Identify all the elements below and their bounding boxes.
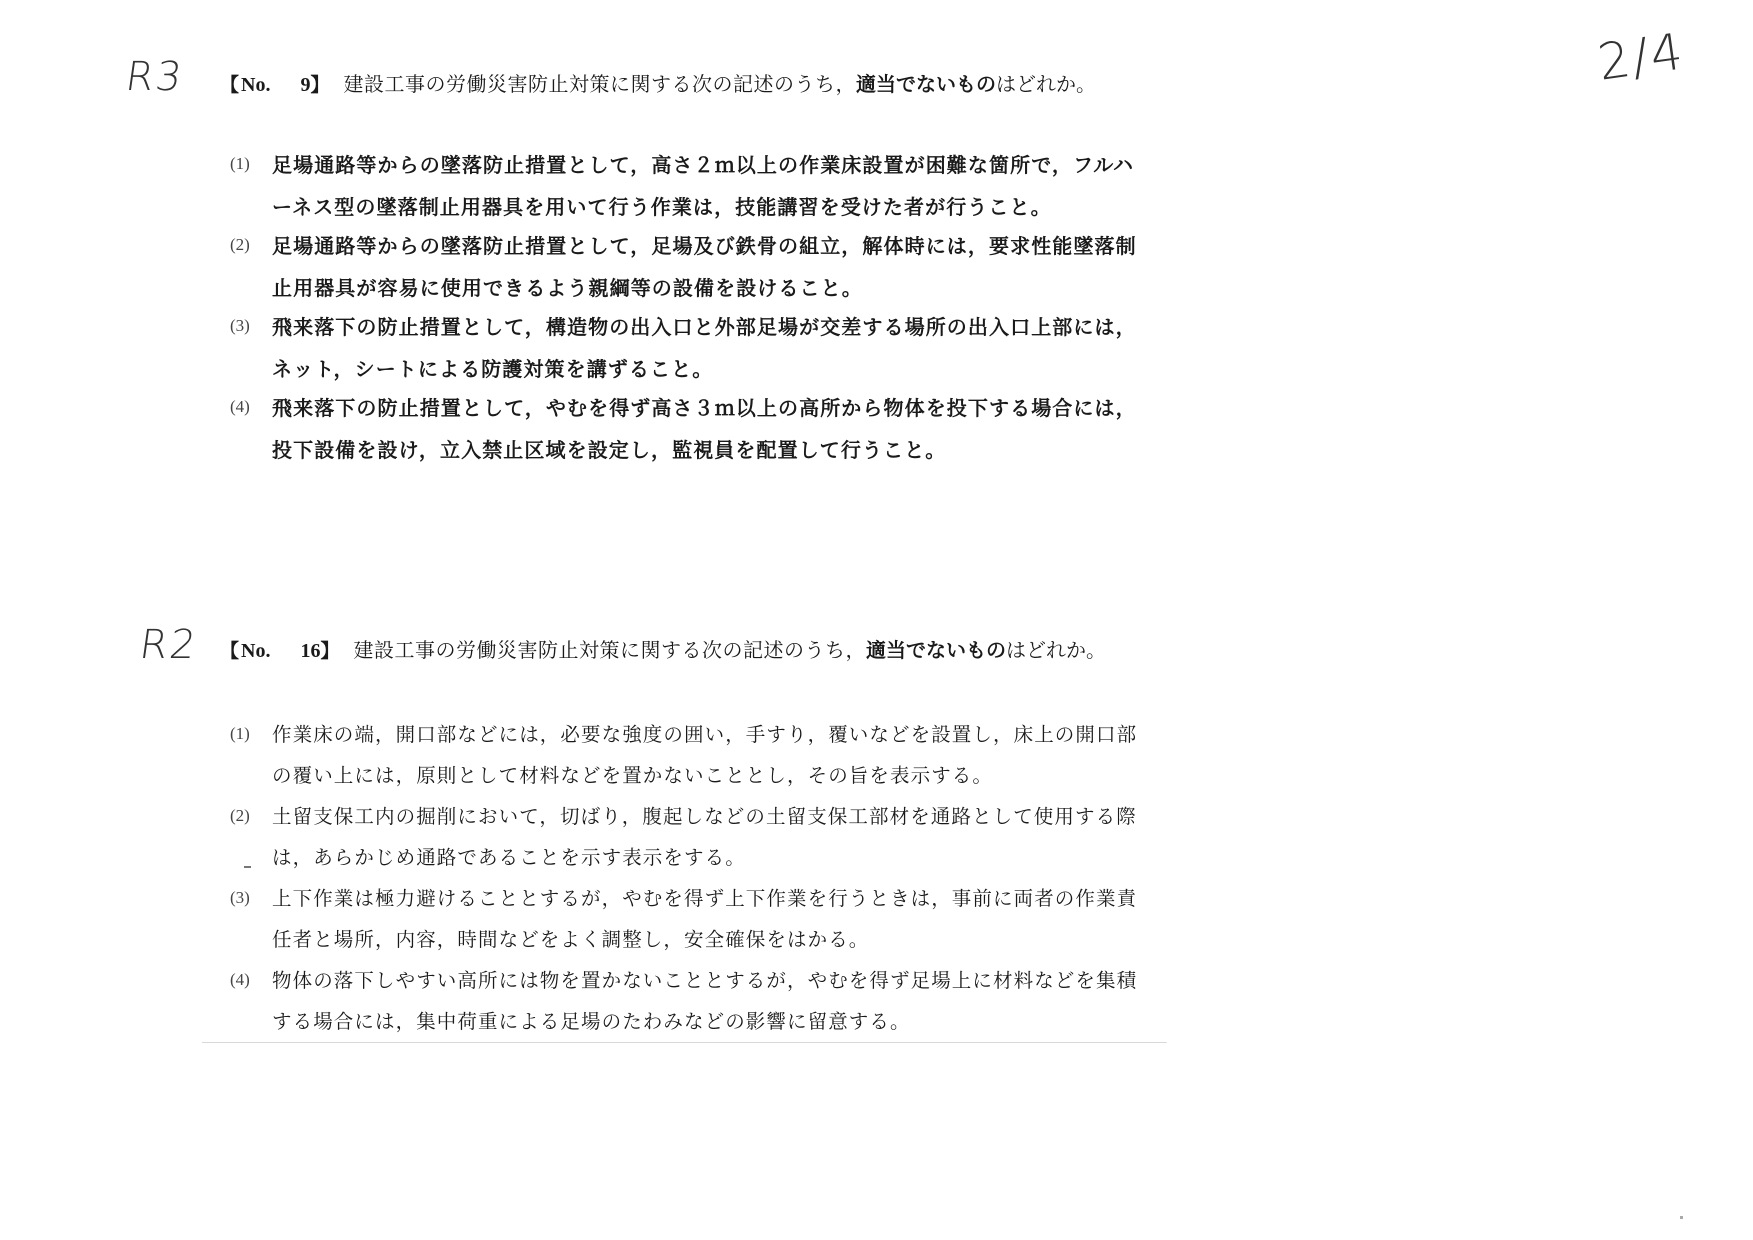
bracket-close: 】 bbox=[310, 74, 330, 96]
question-no-label: No. bbox=[241, 640, 271, 662]
scan-dust-mark bbox=[1680, 1216, 1683, 1219]
option-number: (4) bbox=[230, 397, 250, 416]
option-number: (4) bbox=[230, 970, 250, 989]
question-number: 9 bbox=[300, 74, 311, 96]
question-stem-emphasis: 適当でないもの bbox=[855, 72, 996, 96]
question-stem-emphasis: 適当でないもの bbox=[865, 638, 1006, 662]
option-number: (3) bbox=[230, 316, 250, 335]
question-stem: 建設工事の労働災害防止対策に関する次の記述のうち， bbox=[353, 638, 866, 662]
bracket-open: 【 bbox=[220, 74, 240, 96]
option-item bbox=[230, 878, 1150, 960]
scan-stray-mark bbox=[244, 866, 251, 868]
option-item bbox=[230, 144, 1140, 225]
option-text: 飛来落下の防止措置として，構造物の出入口と外部足場が交差する場所の出入口上部には，ネット，シートによる防護対策を講ずること。 bbox=[272, 315, 1137, 381]
option-list bbox=[230, 144, 1140, 468]
question-block bbox=[190, 44, 1160, 484]
option-text: 作業床の端，開口部などには，必要な強度の囲い，手すり，覆いなどを設置し，床上の開口部の覆い上には，原則として材料などを置かないこととし，その旨を表示する。 bbox=[272, 723, 1138, 787]
handwritten-page-number: 2/4 bbox=[1594, 22, 1689, 92]
option-text: 土留支保工内の掘削において，切ばり，腹起しなどの土留支保工部材を通路として使用する際は，あらかじめ通路であることを示す表示をする。 bbox=[272, 805, 1137, 869]
option-item bbox=[230, 796, 1150, 878]
option-item bbox=[230, 306, 1140, 387]
question-block bbox=[200, 622, 1170, 1042]
question-header bbox=[220, 68, 1096, 97]
handwritten-year-label: R3 bbox=[122, 54, 187, 100]
question-header bbox=[220, 634, 1106, 663]
question-number: 16 bbox=[300, 640, 321, 662]
option-item bbox=[230, 225, 1140, 306]
bracket-close: 】 bbox=[320, 640, 340, 662]
option-number: (2) bbox=[230, 806, 250, 825]
option-text: 飛来落下の防止措置として，やむを得ず高さ３ｍ以上の高所から物体を投下する場合には，投下設備を設け，立入禁止区域を設定し，監視員を配置して行うこと。 bbox=[272, 396, 1137, 462]
option-number: (2) bbox=[230, 235, 250, 254]
option-item bbox=[230, 960, 1150, 1042]
option-text: 足場通路等からの墜落防止措置として，足場及び鉄骨の組立，解体時には，要求性能墜落制止用器具が容易に使用できるよう親綱等の設備を設けること。 bbox=[272, 234, 1137, 300]
option-item bbox=[230, 387, 1140, 468]
option-text: 物体の落下しやすい高所には物を置かないこととするが，やむを得ず足場上に材料などを集積する場合には，集中荷重による足場のたわみなどの影響に留意する。 bbox=[272, 969, 1138, 1033]
bracket-open: 【 bbox=[220, 640, 240, 662]
option-text: 上下作業は極力避けることとするが，やむを得ず上下作業を行うときは，事前に両者の作業責任者と場所，内容，時間などをよく調整し，安全確保をはかる。 bbox=[272, 887, 1138, 951]
question-stem-tail: はどれか。 bbox=[1005, 638, 1106, 662]
question-no-label: No. bbox=[241, 74, 271, 96]
handwritten-year-label: R2 bbox=[136, 622, 201, 668]
question-stem: 建設工事の労働災害防止対策に関する次の記述のうち， bbox=[343, 72, 856, 96]
question-stem-tail: はどれか。 bbox=[995, 72, 1096, 96]
option-item bbox=[230, 714, 1150, 796]
option-number: (1) bbox=[230, 154, 250, 173]
option-list bbox=[230, 714, 1150, 1042]
option-number: (1) bbox=[230, 724, 250, 743]
option-text: 足場通路等からの墜落防止措置として，高さ２ｍ以上の作業床設置が困難な箇所で，フルハーネス型の墜落制止用器具を用いて行う作業は，技能講習を受けた者が行うこと。 bbox=[272, 153, 1135, 219]
option-number: (3) bbox=[230, 888, 250, 907]
